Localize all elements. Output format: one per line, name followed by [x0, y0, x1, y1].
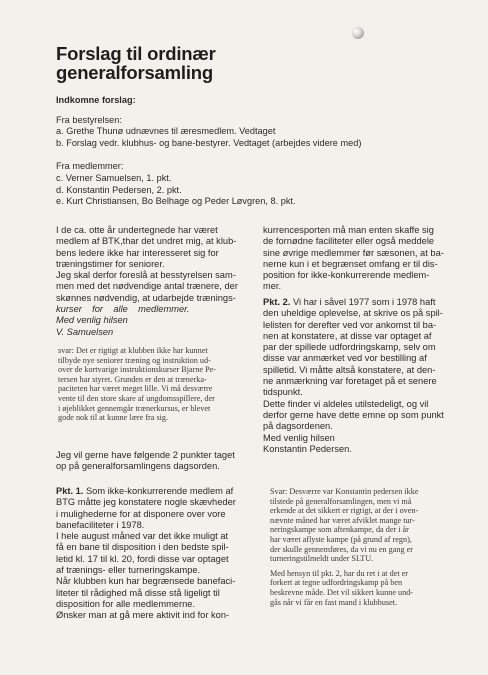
member-item: d. Konstantin Pedersen, 2. pkt.: [56, 184, 182, 195]
pkt1-line: i mulighederne for at disponere over vore: [56, 508, 226, 519]
reply-line: tilstede på generalforsamlingen, men vi må: [270, 496, 412, 506]
pkt1-line: disposition for alle medlemmerne.: [56, 598, 195, 609]
page-title: [56, 44, 216, 82]
letter-signature: V. Samuelsen: [56, 326, 114, 337]
cont-line: nerne kun i et begrænset omfang er til dis-: [263, 258, 438, 269]
cont-line: position for ikke-konkurrerende medlem-: [263, 270, 430, 281]
pkt1-line: letid kl. 17 til kl. 20, fordi disse var optaget: [56, 553, 229, 564]
reply-pedersen: [270, 487, 465, 607]
pkt1-line: I hele august måned var det ikke muligt at: [56, 531, 229, 542]
pkt2-signature: Konstantin Pedersen.: [263, 443, 352, 454]
pkt2-line: Dette finder vi aldeles utilstedeligt, og vil: [263, 398, 429, 409]
pkt2-line: Vi har i såvel 1977 som i 1978 haft: [290, 297, 436, 307]
reply-line: Svar: Desværre var Konstantin pedersen ikke: [270, 487, 419, 496]
pkt2-line: tidspunkt.: [263, 387, 303, 398]
pkt2-line: disse var anmærket ved vor bestilling af: [263, 353, 427, 364]
pkt1-continuation: [263, 225, 463, 293]
pkt2-line: derfor gerne have dette emne op som punkt: [263, 409, 444, 420]
letter-line: bens ledere ikke har interesseret sig for: [56, 247, 219, 258]
reply-line: nævnte måned har været afviklet mange tur-: [270, 515, 415, 525]
reply-line: Med hensyn til pkt. 2, har du ret i at det er: [270, 568, 409, 578]
reply-samuelsen: [58, 346, 258, 423]
tennis-ball-logo-icon: [352, 27, 364, 39]
pkt1-line: Ønsker man at gå mere aktivit ind for kon-: [56, 610, 230, 621]
pkt1-line: banefaciliteter i 1978.: [56, 519, 145, 530]
reply-line: paciteten har været meget lille. Vi må desværre: [58, 384, 213, 394]
reply-line: beskrevne måde. Det vil sikkert kunne und-: [270, 587, 414, 597]
pkt2-line: på dagsordenen.: [263, 421, 333, 432]
board-item: b. Forslag vedr. klubhus- og bane-bestyrer. Vedtaget (arbejdes videre med): [56, 137, 362, 148]
reply-line: i øjeblikket gennemgår trænerkursus, er blevet: [58, 403, 211, 413]
reply-line: har været aflyste kampe (på grund af regn),: [270, 534, 412, 544]
pkt2-line: nen at konstatere, at disse var optaget af: [263, 330, 432, 341]
reply-line: tersen har styret. Grunden er den at trænerka-: [58, 374, 207, 384]
reply-line: forkert at tegne udfordringskamp på ben: [270, 578, 403, 588]
letter-line: kurser for alle medlemmer.: [56, 304, 190, 315]
letter-line: træningstimer for seniorer.: [56, 258, 165, 269]
pkt2-line: den uheldige oplevelse, at skrive os på spil-: [263, 308, 443, 319]
letter-line: I de ca. otte år undertegnede har været: [56, 225, 218, 235]
pkt2-line: ne anmærkning var foretaget på et senere: [263, 376, 437, 387]
pkt2-line: spilletid. Vi måtte altså konstatere, at den-: [263, 364, 436, 375]
reply-line: der skulle gennemføres, da vi nu en gang er: [270, 544, 414, 554]
reply-line: neringskampe som aftenkampe, da der i år: [270, 525, 409, 535]
cont-line: kurrencesporten må man enten skaffe sig: [263, 225, 434, 235]
reply-line: vente til den store skare af ungdomsspillere, der: [58, 393, 215, 403]
members-label: Fra medlemmer:: [56, 161, 124, 172]
intro-line: op på generalforsamlingens dagsorden.: [56, 461, 220, 472]
pkt2-line: par der spillede udfordringskamp, selv om: [263, 342, 436, 353]
reply-line: gode nok til at kunne lære fra sig.: [58, 413, 169, 423]
proposals-section: [56, 95, 456, 208]
letter-line: Jeg skal derfor foreslå at besstyrelsen sam-: [56, 270, 236, 281]
pkt2-label: Pkt. 2.: [263, 297, 291, 307]
samuelsen-letter: [56, 225, 256, 338]
pkt1-line: Som ikke-konkurrerende medlem af: [83, 486, 234, 496]
reply-line: over de kortvarige instruktionskurser Bjarne Pe-: [58, 365, 217, 375]
board-item: a. Grethe Thunø udnævnes til æresmedlem. Vedtaget: [56, 126, 276, 137]
pkt1-line: liteter til rådighed må disse stå ligeligt til: [56, 587, 220, 598]
pkt1-section: [56, 486, 256, 622]
reply-line: tilbyde nye seniorer træning og instruktion ud-: [58, 355, 211, 365]
cont-line: de fornødne faciliteter eller også meddele: [263, 236, 435, 247]
pkt2-line: lelisten for derefter ved vor ankomst til ba-: [263, 319, 437, 330]
member-item: c. Verner Samuelsen, 1. pkt.: [56, 172, 172, 183]
title-line: Forslag til ordinær: [56, 43, 216, 64]
letter-line: men med det nødvendige antal trænere, der: [56, 281, 238, 292]
pkt1-line: få en bane til disposition i den bedste spil-: [56, 542, 229, 553]
reply-line: svar: Det er rigtigt at klubben ikke har kunnet: [58, 346, 208, 355]
pkt1-line: BTG måtte jeg konstatere nogle skævheder: [56, 497, 236, 508]
cont-line: mer.: [263, 281, 282, 292]
member-item: e. Kurt Christiansen, Bo Belhage og Peder Løvgren, 8. pkt.: [56, 196, 296, 207]
reply-line: erkende at det sikkert er rigtigt, at der i oven-: [270, 506, 419, 516]
intro-line: Jeg vil gerne have følgende 2 punkter taget: [56, 450, 235, 460]
title-line: generalforsamling: [56, 62, 213, 83]
pkt1-label: Pkt. 1.: [56, 486, 84, 496]
letter-line: medlem af BTK,thar det undret mig, at klub-: [56, 236, 237, 247]
pkt1-line: Når klubben kun har begrænsede banefaci-: [56, 576, 236, 587]
board-label: Fra bestyrelsen:: [56, 114, 122, 125]
pkt2-closing: Med venlig hilsen: [263, 432, 335, 443]
letter-line: skønnes nødvendig, at udarbejde trænings-: [56, 292, 236, 303]
pkt2-section: [263, 297, 463, 455]
proposals-heading: Indkomne forslag:: [56, 95, 136, 105]
pedersen-intro: [56, 450, 256, 473]
reply-line: gås når vi får en fast mand i klubhuset.: [270, 597, 398, 607]
pkt1-line: af trænings- eller turneringskampe.: [56, 565, 201, 576]
cont-line: sine øvrige medlemmer før sæsonen, at ba-: [263, 247, 444, 258]
reply-line: turneringstilmeldt under SLTU.: [270, 554, 374, 564]
letter-closing: Med venlig hilsen: [56, 315, 128, 326]
